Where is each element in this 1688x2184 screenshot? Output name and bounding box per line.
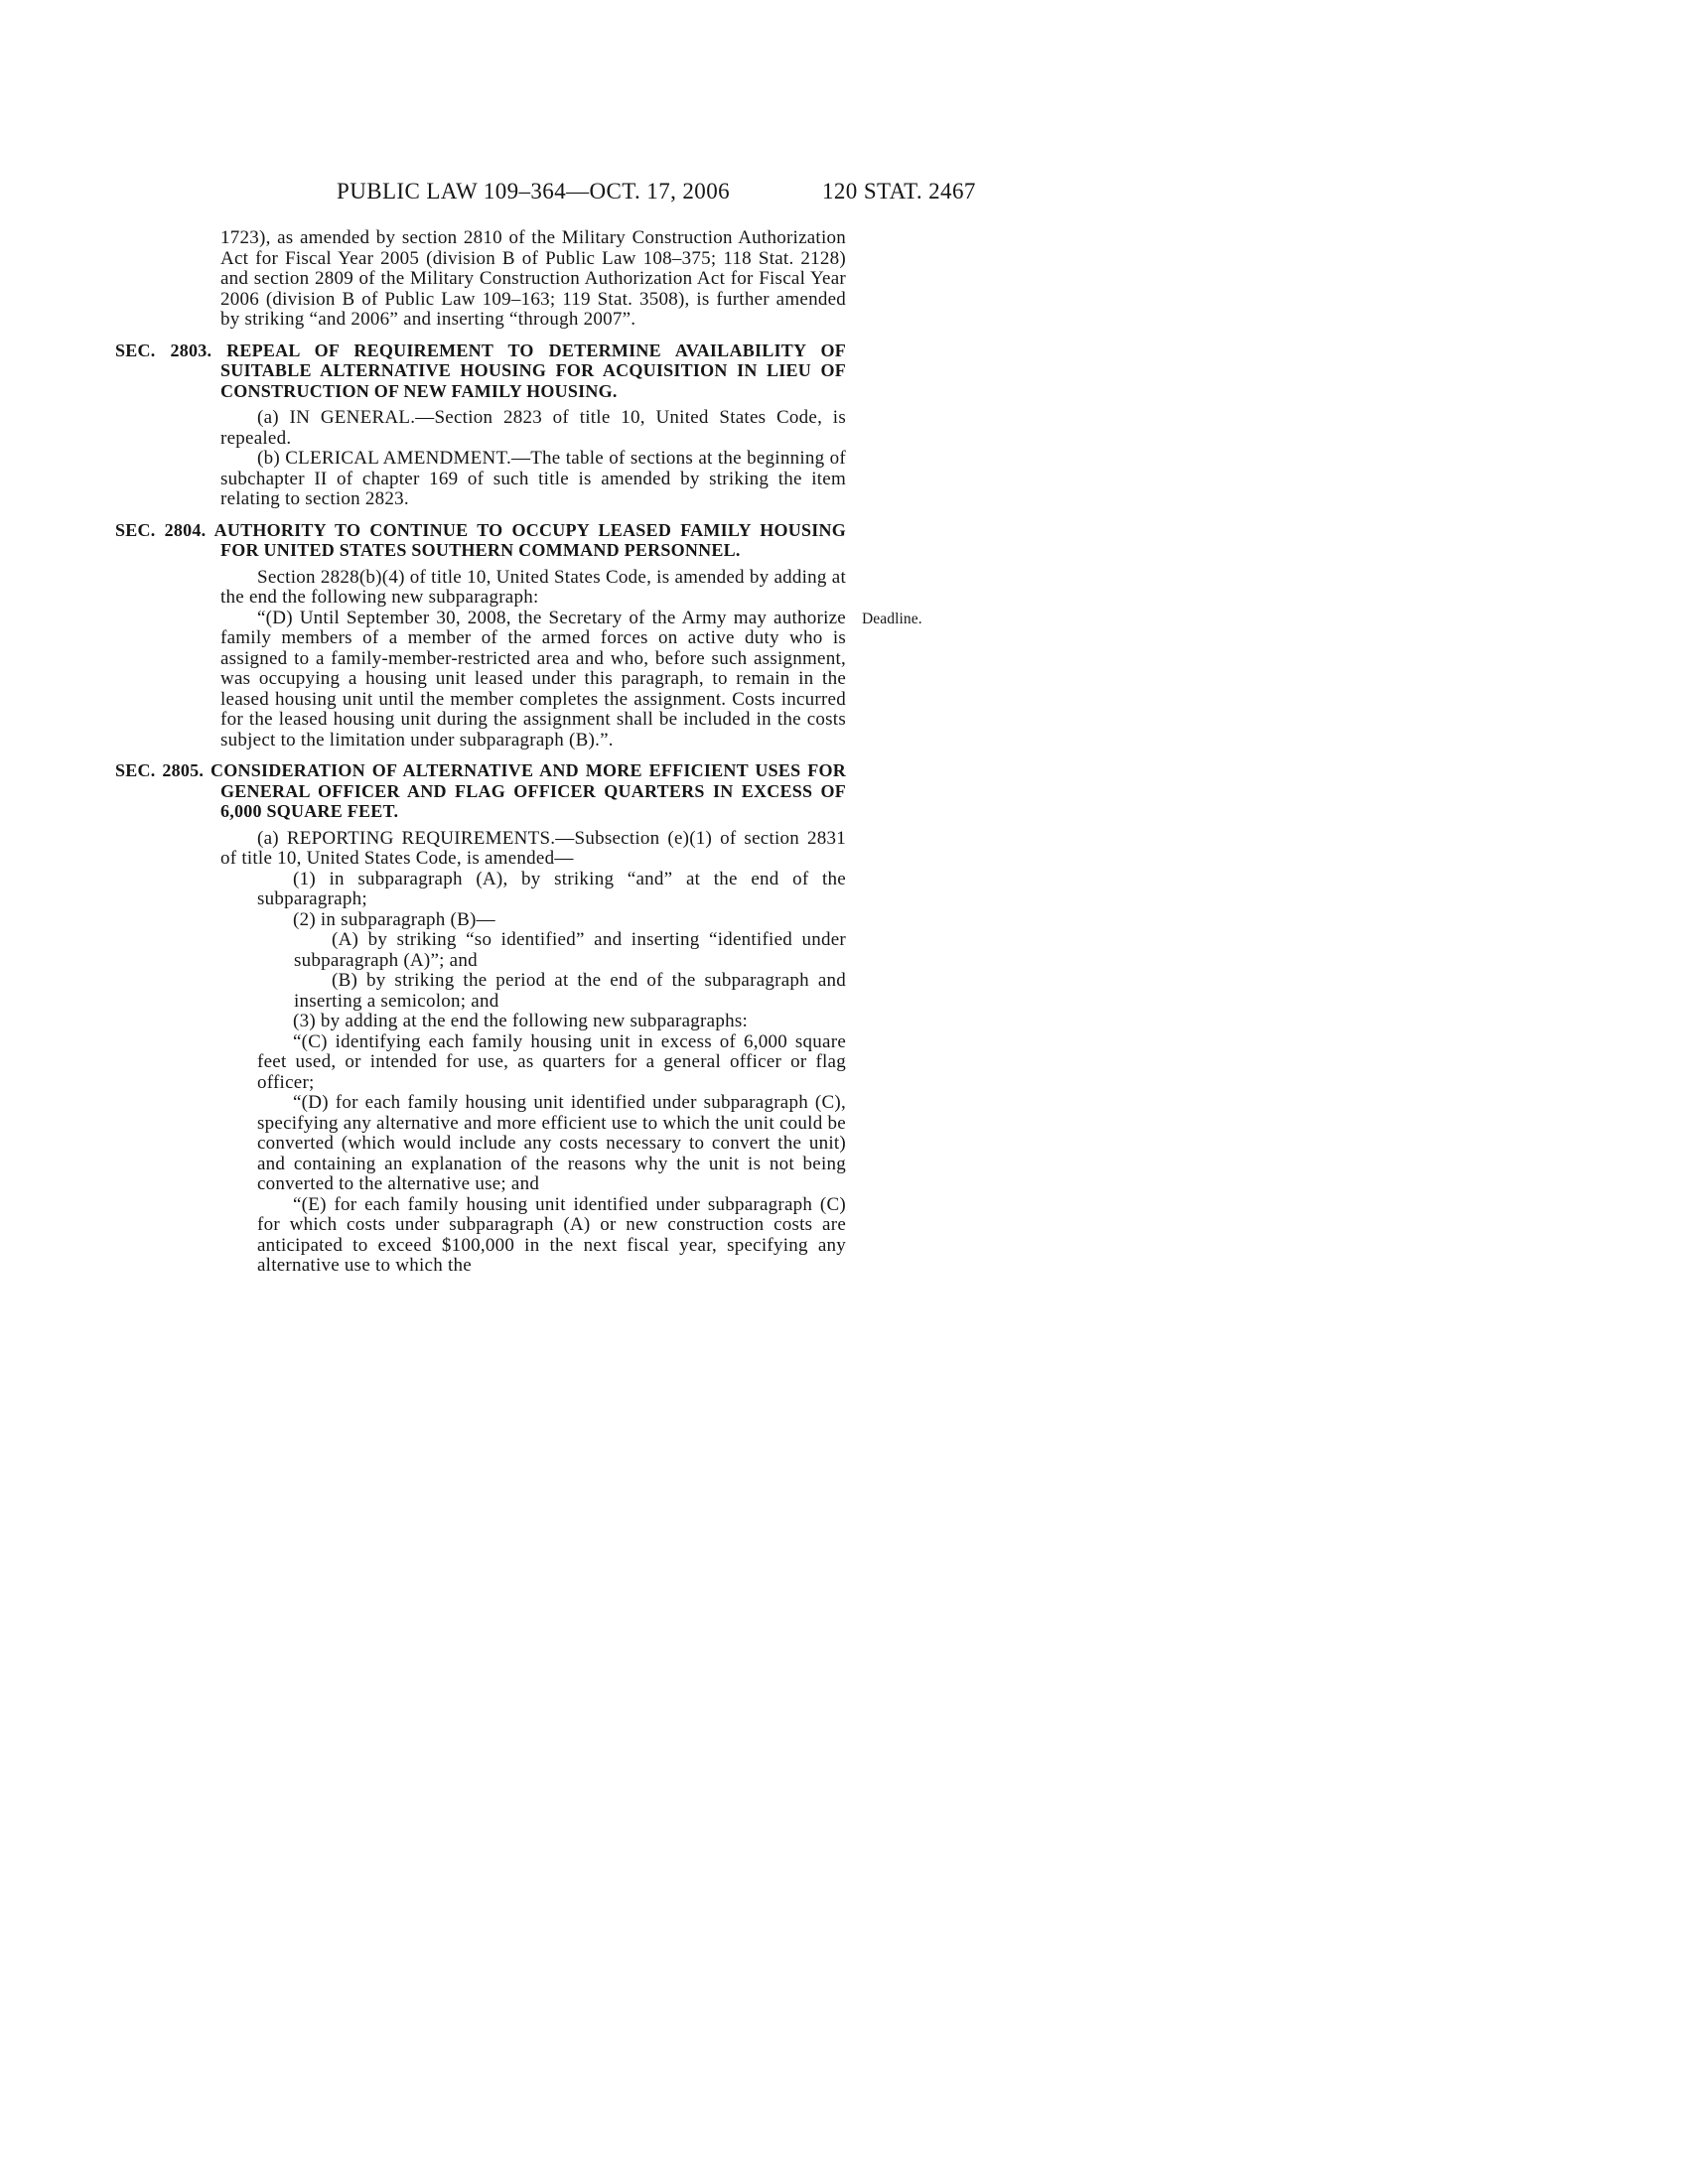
section-heading-2805: SEC. 2805. CONSIDERATION OF ALTERNATIVE AND MORE EFFICIENT USES FOR GENERAL OFFICER AND FLAG OFFICER QUARTERS IN EXCESS OF 6,000 SQUARE FEET. (115, 760, 846, 821)
subparagraph-e: “(E) for each family housing unit identified under subparagraph (C) for which costs under subparagraph (A) or new construction costs are anticipated to exceed $100,000 in the next fiscal year, specifying any alternative use to which the (257, 1193, 846, 1276)
paragraph-text: “(D) Until September 30, 2008, the Secretary of the Army may authorize family members of a member of the armed forces on active duty who is assigned to a family-member-restricted area and who, before such assignment, was occupying a housing unit leased under this paragraph, to remain in the leased housing unit until the member completes the assignment. Costs incurred for the leased housing unit during the assignment shall be included in the costs subject to the limitation under subparagraph (B).”. (220, 607, 846, 751)
paragraph-2803a: (a) IN GENERAL.—Section 2823 of title 10, United States Code, is repealed. (220, 407, 846, 449)
subparagraph-1: (1) in subparagraph (A), by striking “and” at the end of the subparagraph; (257, 868, 846, 909)
subparagraph-3: (3) by adding at the end the following new subparagraphs: (293, 1011, 748, 1031)
paragraph-2803b: (b) CLERICAL AMENDMENT.—The table of sections at the beginning of subchapter II of chapter 169 of such title is amended by striking the item relating to section 2823. (220, 448, 846, 509)
document-body (115, 227, 922, 1277)
law-title: PUBLIC LAW 109–364—OCT. 17, 2006 (337, 179, 730, 204)
paragraph-2805a: (a) REPORTING REQUIREMENTS.—Subsection (e)(1) of section 2831 of title 10, United States Code, is amended— (220, 827, 846, 869)
section-heading-2804: SEC. 2804. AUTHORITY TO CONTINUE TO OCCUPY LEASED FAMILY HOUSING FOR UNITED STATES SOUTHERN COMMAND PERSONNEL. (115, 519, 846, 560)
subparagraph-c: “(C) identifying each family housing unit in excess of 6,000 square feet used, or intended for use, as quarters for a general officer or flag officer; (257, 1030, 846, 1093)
clause-a: (A) by striking “so identified” and inserting “identified under subparagraph (A)”; and (294, 929, 846, 971)
stat-page-number: 120 STAT. 2467 (822, 179, 976, 204)
paragraph-2804-d (220, 607, 922, 751)
subparagraph-2: (2) in subparagraph (B)— (293, 908, 495, 930)
running-header (220, 179, 976, 205)
paragraph-continuation: 1723), as amended by section 2810 of the Military Construction Authorization Act for Fiscal Year 2005 (division B of Public Law 108–375; 118 Stat. 2128) and section 2809 of the Military Construction Authorization Act for Fiscal Year 2006 (division B of Public Law 109–163; 119 Stat. 3508), is further amended by striking “and 2006” and inserting “through 2007”. (220, 227, 846, 330)
clause-b: (B) by striking the period at the end of the subparagraph and inserting a semicolon; and (294, 970, 846, 1012)
margin-note-deadline: Deadline. (862, 610, 922, 627)
paragraph-2804-intro: Section 2828(b)(4) of title 10, United States Code, is amended by adding at the end the following new subparagraph: (220, 566, 846, 608)
section-heading-2803: SEC. 2803. REPEAL OF REQUIREMENT TO DETERMINE AVAILABILITY OF SUITABLE ALTERNATIVE HOUSING FOR ACQUISITION IN LIEU OF CONSTRUCTION OF NEW FAMILY HOUSING. (115, 340, 846, 401)
subparagraph-d: “(D) for each family housing unit identified under subparagraph (C), specifying any alternative and more efficient use to which the unit could be converted (which would include any costs necessary to convert the unit) and containing an explanation of the reasons why the unit is not being converted to the alternative use; and (257, 1092, 846, 1194)
